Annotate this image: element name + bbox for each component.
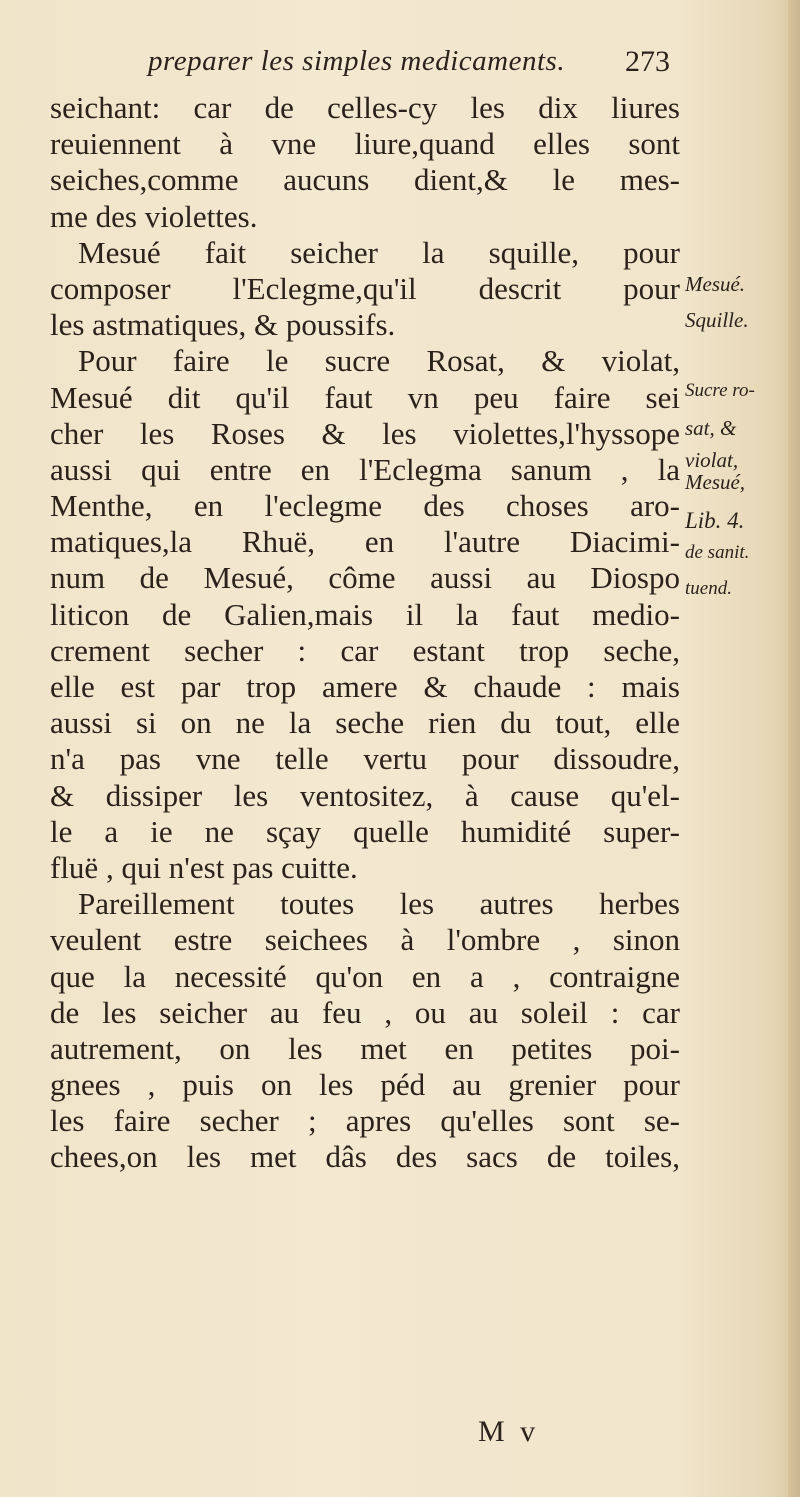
text-line: Pour faire le sucre Rosat, & violat, xyxy=(78,343,680,379)
text-line: les astmatiques, & poussifs. xyxy=(50,307,396,343)
text-line: n'a pas vne telle vertu pour dissoudre, xyxy=(50,741,680,777)
signature-mark: M v xyxy=(478,1415,540,1448)
margin-note: Mesué, xyxy=(685,470,746,494)
text-line: elle est par trop amere & chaude : mais xyxy=(50,669,680,704)
text-line: chees,on les met dâs des sacs de toiles, xyxy=(50,1139,680,1175)
running-head xyxy=(0,45,800,89)
text-line: de les seicher au feu , ou au soleil : car xyxy=(50,994,680,1030)
body-text xyxy=(50,90,680,1176)
text-line: Menthe, en l'eclegme des choses aro- xyxy=(50,488,680,524)
text-line: aussi si on ne la seche rien du tout, elle xyxy=(50,705,680,741)
text-line: Mesué dit qu'il faut vn peu faire sei xyxy=(50,379,680,415)
margin-note: Mesué. xyxy=(685,272,746,296)
margin-note: Lib. 4. xyxy=(685,508,745,533)
margin-note: violat, xyxy=(685,448,739,472)
margin-note: de sanit. xyxy=(685,542,750,563)
text-line: cher les Roses & les violettes,l'hyssope xyxy=(50,415,680,451)
margin-note: tuend. xyxy=(685,578,732,599)
text-line: seiches,comme aucuns dient,& le mes- xyxy=(50,162,680,198)
text-line: seichant: car de celles-cy les dix liures xyxy=(50,90,680,125)
running-title: preparer les simples medicaments. xyxy=(148,45,566,77)
text-line: gnees , puis on les péd au grenier pour xyxy=(50,1067,680,1103)
text-line: fluë , qui n'est pas cuitte. xyxy=(50,849,358,885)
text-line: & dissiper les ventositez, à cause qu'el- xyxy=(50,777,680,813)
page-number: 273 xyxy=(625,45,670,78)
text-line: crement secher : car estant trop seche, xyxy=(50,632,680,668)
text-line: les faire secher ; apres qu'elles sont se- xyxy=(50,1103,680,1139)
text-line: num de Mesué, côme aussi au Diospo xyxy=(50,560,680,596)
text-line: autrement, on les met en petites poi- xyxy=(50,1030,680,1066)
page-gutter-edge xyxy=(788,0,800,1497)
text-line: matiques,la Rhuë, en l'autre Diacimi- xyxy=(50,524,680,560)
margin-note: Squille. xyxy=(685,308,749,332)
text-line: que la necessité qu'on en a , contraigne xyxy=(50,958,680,994)
text-line: le a ie ne sçay quelle humidité super- xyxy=(50,813,680,849)
text-line: Pareillement toutes les autres herbes xyxy=(78,886,680,922)
text-line: aussi qui entre en l'Eclegma sanum , la xyxy=(50,451,680,487)
margin-note: sat, & xyxy=(685,416,737,440)
text-line: reuiennent à vne liure,quand elles sont xyxy=(50,126,680,162)
margin-note: Sucre ro- xyxy=(685,380,755,401)
text-line: Mesué fait seicher la squille, pour xyxy=(78,234,680,270)
text-line: veulent estre seichees à l'ombre , sinon xyxy=(50,922,680,958)
text-line: composer l'Eclegme,qu'il descrit pour xyxy=(50,270,680,306)
text-line: me des violettes. xyxy=(50,198,258,234)
text-line: liticon de Galien,mais il la faut medio- xyxy=(50,596,680,632)
